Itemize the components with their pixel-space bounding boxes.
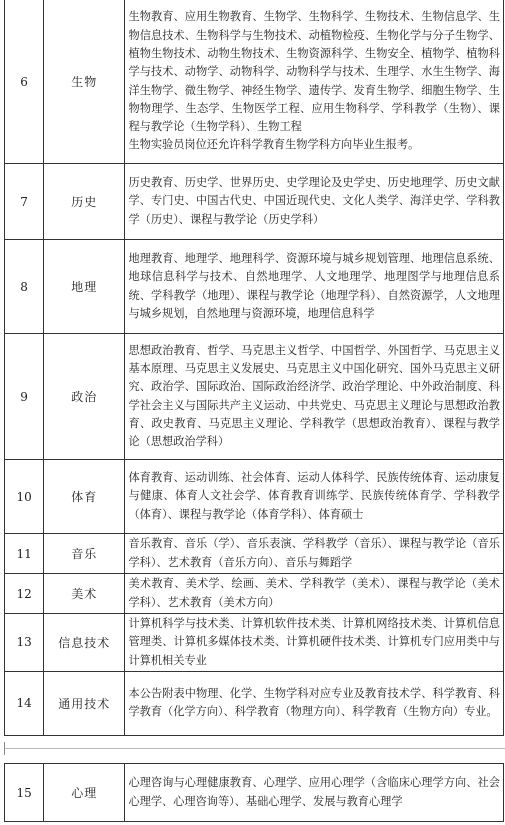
subject-name: 心理 <box>44 764 125 822</box>
subject-name: 信息技术 <box>44 614 125 672</box>
table-row <box>5 240 504 334</box>
subject-name: 音乐 <box>44 534 125 574</box>
majors-text: 体育教育、运动训练、社会体育、运动人体科学、民族传统体育、运动康复与健康、体育人文社会学、体育教育训练学、民族传统体育学、学科教学（体育）、课程与教学论（体育学科）、体育硕士 <box>125 460 504 534</box>
table-row <box>5 534 504 574</box>
majors-text: 生物教育、应用生物教育、生物学、生物科学、生物技术、生物信息学、生物信息技术、生物科学与生物技术、动植物检疫、生物化学与分子生物学、植物生物技术、动物生物技术、生物资源科学、生物安全、植物学、植物科学与技术、动物学、动物科学、动物科学与技术、生理学、水生生物学、海洋生物学、微生物学、神经生物学、遗传学、发育生物学、细胞生物学、生物物理学、生态学、生物医学工程、应用生物科学、学科教学（生物）、课程与教学论（生物学科）、生物工程 <box>128 10 500 134</box>
row-number: 14 <box>5 671 44 735</box>
subject-major-table <box>4 0 504 736</box>
majors-text: 心理咨询与心理健康教育、心理学、应用心理学（含临床心理学方向、社会心理学、心理咨询等）、基础心理学、发展与教育心理学 <box>125 764 504 822</box>
table-row <box>5 764 504 822</box>
subject-name: 政治 <box>44 334 125 460</box>
table-row <box>5 460 504 534</box>
majors-cell <box>125 0 504 164</box>
row-number: 13 <box>5 614 44 672</box>
majors-text: 本公告附表中物理、化学、生物学科对应专业及教育技术学、科学教育、科学教育（化学方向）、科学教育（物理方向）、科学教育（生物方向）专业。 <box>125 671 504 735</box>
subject-name: 美术 <box>44 574 125 614</box>
row-number: 15 <box>5 764 44 822</box>
majors-text: 思想政治教育、哲学、马克思主义哲学、中国哲学、外国哲学、马克思主义基本原理、马克思主义发展史、马克思主义中国化研究、国外马克思主义研究、政治学、国际政治、国际政治经济学、政治学理论、中外政治制度、科学社会主义与国际共产主义运动、中共党史、马克思主义理论与思想政治教育、政史教育、马克思主义理论、学科教学（思想政治教育）、课程与教学论（思想政治学科） <box>125 334 504 460</box>
row-number: 11 <box>5 534 44 574</box>
majors-text: 地理教育、地理学、地理科学、资源环境与城乡规划管理、地理信息系统、地球信息科学与技术、自然地理学、人文地理学、地理图学与地理信息系统、学科教学（地理）、课程与教学论（地理学科）、自然资源学，人文地理与城乡规划，自然地理与资源环境，地理信息科学 <box>125 240 504 334</box>
subject-name: 通用技术 <box>44 671 125 735</box>
row-number: 7 <box>5 164 44 240</box>
majors-text: 计算机科学与技术类、计算机软件技术类、计算机网络技术类、计算机信息管理类、计算机多媒体技术类、计算机硬件技术类、计算机专门应用类中与计算机相关专业 <box>125 614 504 672</box>
subject-name: 历史 <box>44 164 125 240</box>
row-number: 9 <box>5 334 44 460</box>
majors-text: 美术教育、美术学、绘画、美术、学科教学（美术）、课程与教学论（美术学科）、艺术教育（美术方向） <box>125 574 504 614</box>
table-row <box>5 164 504 240</box>
row-number: 8 <box>5 240 44 334</box>
subject-name: 地理 <box>44 240 125 334</box>
row-number: 10 <box>5 460 44 534</box>
subject-name: 生物 <box>44 0 125 164</box>
table-row <box>5 574 504 614</box>
row-number: 12 <box>5 574 44 614</box>
table-row <box>5 334 504 460</box>
table-row <box>5 0 504 164</box>
majors-text: 音乐教育、音乐（学）、音乐表演、学科教学（音乐）、课程与教学论（音乐学科）、艺术教育（音乐方向）、音乐与舞蹈学 <box>125 534 504 574</box>
majors-note: 生物实验员岗位还允许科学教育生物学科方向毕业生报考。 <box>128 138 420 152</box>
table-row <box>5 614 504 672</box>
majors-text: 历史教育、历史学、世界历史、史学理论及史学史、历史地理学、历史文献学、专门史、中国古代史、中国近现代史、文化人类学、海洋史学、学科教学（历史）、课程与教学论（历史学科） <box>125 164 504 240</box>
page-break-divider <box>4 742 505 755</box>
row-number: 6 <box>5 0 44 164</box>
table-row <box>5 671 504 735</box>
subject-name: 体育 <box>44 460 125 534</box>
subject-major-table-continued <box>4 763 504 822</box>
